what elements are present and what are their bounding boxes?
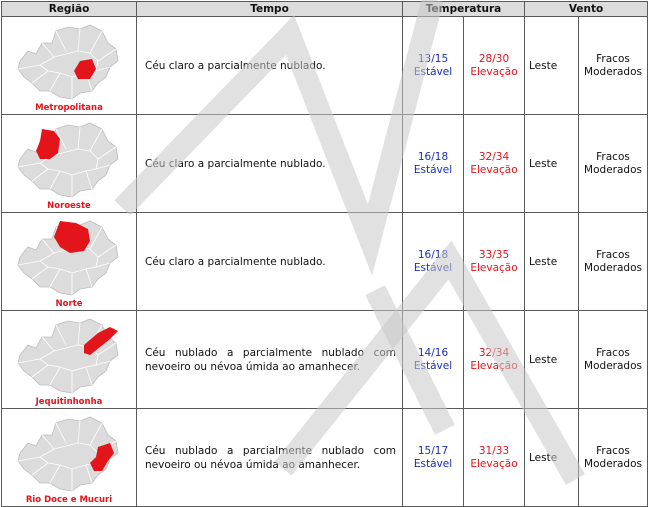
tmax-trend: Elevação (470, 261, 518, 274)
header-vento: Vento (525, 2, 648, 17)
tmin-value: 13/15 (417, 52, 449, 65)
tmin-cell (403, 213, 464, 311)
header-row (2, 2, 648, 17)
table-row (2, 17, 648, 115)
tmax-value: 33/35 (478, 248, 510, 261)
tmax-cell (464, 311, 525, 409)
tmax-trend: Elevação (470, 163, 518, 176)
header-temperatura: Temperatura (403, 2, 525, 17)
region-name: Jequitinhonha (35, 396, 103, 407)
tmin-cell (403, 409, 464, 507)
tmax-cell (464, 213, 525, 311)
tempo-cell: Céu nublado a parcialmente nublado com nevoeiro ou névoa úmida ao amanhecer. (137, 311, 403, 409)
tmax-value: 32/34 (478, 346, 510, 359)
tmax-cell (464, 115, 525, 213)
wind-direction-cell: Leste (525, 409, 579, 507)
wind-direction-cell: Leste (525, 213, 579, 311)
wind-strength-cell (579, 115, 648, 213)
table-row (2, 213, 648, 311)
tmax-trend: Elevação (470, 359, 518, 372)
table-row (2, 115, 648, 213)
wind-strength-cell (579, 409, 648, 507)
state-map-icon (14, 119, 124, 201)
region-cell (2, 115, 137, 213)
tmin-trend: Estável (413, 457, 453, 470)
wind-strength-cell (579, 17, 648, 115)
tmin-trend: Estável (413, 65, 453, 78)
state-map-icon (14, 217, 124, 299)
forecast-table (1, 1, 648, 507)
tmax-value: 31/33 (478, 444, 510, 457)
header-regiao: Região (2, 2, 137, 17)
region-name: Norte (55, 298, 83, 309)
wind-strength-text: Fracos Moderados (584, 346, 642, 372)
tmax-value: 28/30 (478, 52, 510, 65)
wind-direction-cell: Leste (525, 17, 579, 115)
wind-strength-text: Fracos Moderados (584, 444, 642, 470)
wind-direction-cell: Leste (525, 115, 579, 213)
tmin-value: 15/17 (417, 444, 449, 457)
tempo-cell: Céu claro a parcialmente nublado. (137, 17, 403, 115)
header-tempo: Tempo (137, 2, 403, 17)
tempo-cell: Céu claro a parcialmente nublado. (137, 115, 403, 213)
table-row (2, 311, 648, 409)
region-cell (2, 17, 137, 115)
state-map-icon (14, 315, 124, 397)
tmax-cell (464, 17, 525, 115)
state-map-icon (14, 21, 124, 103)
tmin-cell (403, 17, 464, 115)
tmax-value: 32/34 (478, 150, 510, 163)
region-cell (2, 213, 137, 311)
region-name: Rio Doce e Mucuri (25, 494, 113, 505)
wind-strength-text: Fracos Moderados (584, 150, 642, 176)
tempo-cell: Céu claro a parcialmente nublado. (137, 213, 403, 311)
region-cell (2, 409, 137, 507)
wind-strength-cell (579, 311, 648, 409)
tmin-trend: Estável (413, 261, 453, 274)
tmin-trend: Estável (413, 163, 453, 176)
wind-strength-text: Fracos Moderados (584, 248, 642, 274)
tmin-trend: Estável (413, 359, 453, 372)
tmin-cell (403, 311, 464, 409)
tmin-value: 14/16 (417, 346, 449, 359)
wind-strength-cell (579, 213, 648, 311)
tempo-cell: Céu nublado a parcialmente nublado com nevoeiro ou névoa úmida ao amanhecer. (137, 409, 403, 507)
tmin-value: 16/18 (417, 248, 449, 261)
wind-direction-cell: Leste (525, 311, 579, 409)
region-name: Noroeste (47, 200, 91, 211)
wind-strength-text: Fracos Moderados (584, 52, 642, 78)
region-cell (2, 311, 137, 409)
tmin-value: 16/18 (417, 150, 449, 163)
state-map-icon (14, 413, 124, 495)
region-name: Metropolitana (35, 102, 103, 113)
tmax-trend: Elevação (470, 65, 518, 78)
tmin-cell (403, 115, 464, 213)
table-row (2, 409, 648, 507)
tmax-cell (464, 409, 525, 507)
tmax-trend: Elevação (470, 457, 518, 470)
